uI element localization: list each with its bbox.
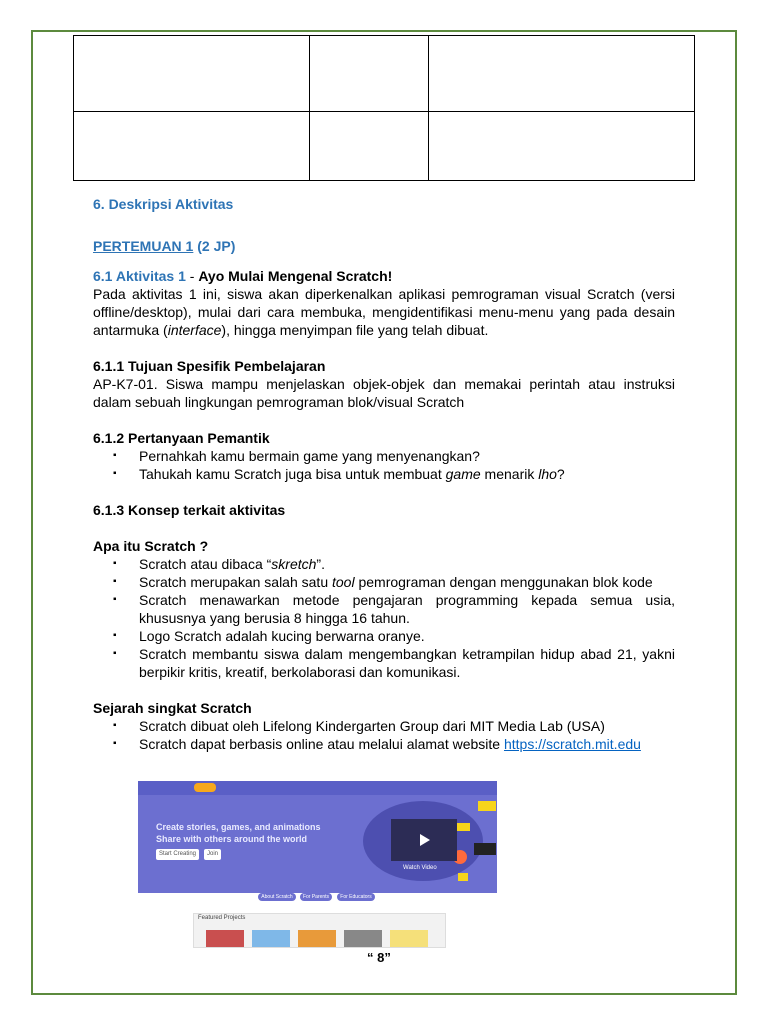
meeting-title xyxy=(93,237,675,255)
list-item: ▪ Scratch dibuat oleh Lifelong Kindergarten Group dari MIT Media Lab (USA) xyxy=(113,718,605,734)
table-cell xyxy=(310,36,429,112)
activity-name: Ayo Mulai Mengenal Scratch! xyxy=(198,268,393,284)
sticker-shape xyxy=(478,801,496,811)
concept-subheading: Apa itu Scratch ? xyxy=(93,538,209,554)
tab-educators: For Educators xyxy=(337,893,375,901)
table-cell xyxy=(429,112,695,181)
list-item: ▪ Scratch merupakan salah satu tool pemrograman dengan menggunakan blok kode xyxy=(113,574,653,590)
activity-dash: - xyxy=(185,268,199,284)
start-creating-button: Start Creating xyxy=(156,849,199,860)
scratch-screenshot xyxy=(138,781,497,893)
list-item: ▪ Tahukah kamu Scratch juga bisa untuk membuat game menarik lho? xyxy=(113,466,565,482)
table-cell xyxy=(310,112,429,181)
project-thumb xyxy=(206,930,244,947)
tab-about: About Scratch xyxy=(258,893,296,901)
page-number: “ 8” xyxy=(367,950,391,965)
document-body xyxy=(93,195,675,753)
project-thumb xyxy=(344,930,382,947)
watch-video-label: Watch Video xyxy=(403,865,437,871)
questions-list xyxy=(93,447,675,483)
sticker-shape xyxy=(458,873,468,881)
list-item: ▪ Scratch dapat berbasis online atau melalui alamat website https://scratch.mit.edu xyxy=(113,736,641,752)
project-thumb xyxy=(390,930,428,947)
table-cell xyxy=(74,112,310,181)
goals-heading: 6.1.1 Tujuan Spesifik Pembelajaran xyxy=(93,358,326,374)
goals-text: AP-K7-01. Siswa mampu menjelaskan objek-objek dan memakai perintah atau instruksi dalam sebuah lingkungan pemrograman blok/visual Scratch xyxy=(93,376,675,410)
list-item: ▪ Scratch membantu siswa dalam mengembangkan ketrampilan hidup abad 21, yakni berpikir kritis, kreatif, berkolaborasi dan komunikasi. xyxy=(113,646,675,680)
scratch-link[interactable]: https://scratch.mit.edu xyxy=(503,736,641,752)
table-cell xyxy=(429,36,695,112)
featured-label: Featured Projects xyxy=(198,915,246,921)
activity-description: Pada aktivitas 1 ini, siswa akan diperkenalkan aplikasi pemrograman visual Scratch (versi offline/desktop), mulai dari cara membuka, mengidentifikasi menu-menu yang pada desain antarmuka (interface), hingga menyimpan file yang telah dibuat. xyxy=(93,286,675,338)
questions-heading: 6.1.2 Pertanyaan Pemantik xyxy=(93,430,270,446)
list-item: ▪ Pernahkah kamu bermain game yang menyenangkan? xyxy=(113,448,480,464)
concept-list xyxy=(93,555,675,681)
play-icon xyxy=(420,834,430,846)
meeting-duration: (2 JP) xyxy=(193,238,236,254)
activity-title xyxy=(93,267,675,285)
top-table xyxy=(73,35,695,181)
list-item: ▪ Logo Scratch adalah kucing berwarna oranye. xyxy=(113,628,425,644)
tab-parents: For Parents xyxy=(300,893,332,901)
table-cell xyxy=(74,36,310,112)
history-list xyxy=(93,717,675,753)
join-button: Join xyxy=(204,849,221,860)
activity-number: 6.1 Aktivitas 1 xyxy=(93,268,186,284)
history-heading: Sejarah singkat Scratch xyxy=(93,700,252,716)
project-thumb xyxy=(298,930,336,947)
project-thumb xyxy=(252,930,290,947)
meeting-link: PERTEMUAN 1 xyxy=(93,238,194,254)
featured-projects xyxy=(193,913,446,948)
list-item: ▪ Scratch menawarkan metode pengajaran programming kepada semua usia, khususnya yang berusia 8 hingga 16 tahun. xyxy=(113,592,675,626)
hero-text: Create stories, games, and animations Share with others around the world xyxy=(156,822,321,844)
list-item: ▪ Scratch atau dibaca “skretch”. xyxy=(113,556,325,572)
section-title: 6. Deskripsi Aktivitas xyxy=(93,196,234,212)
keyboard-shape xyxy=(474,843,496,855)
concept-heading: 6.1.3 Konsep terkait aktivitas xyxy=(93,502,286,518)
